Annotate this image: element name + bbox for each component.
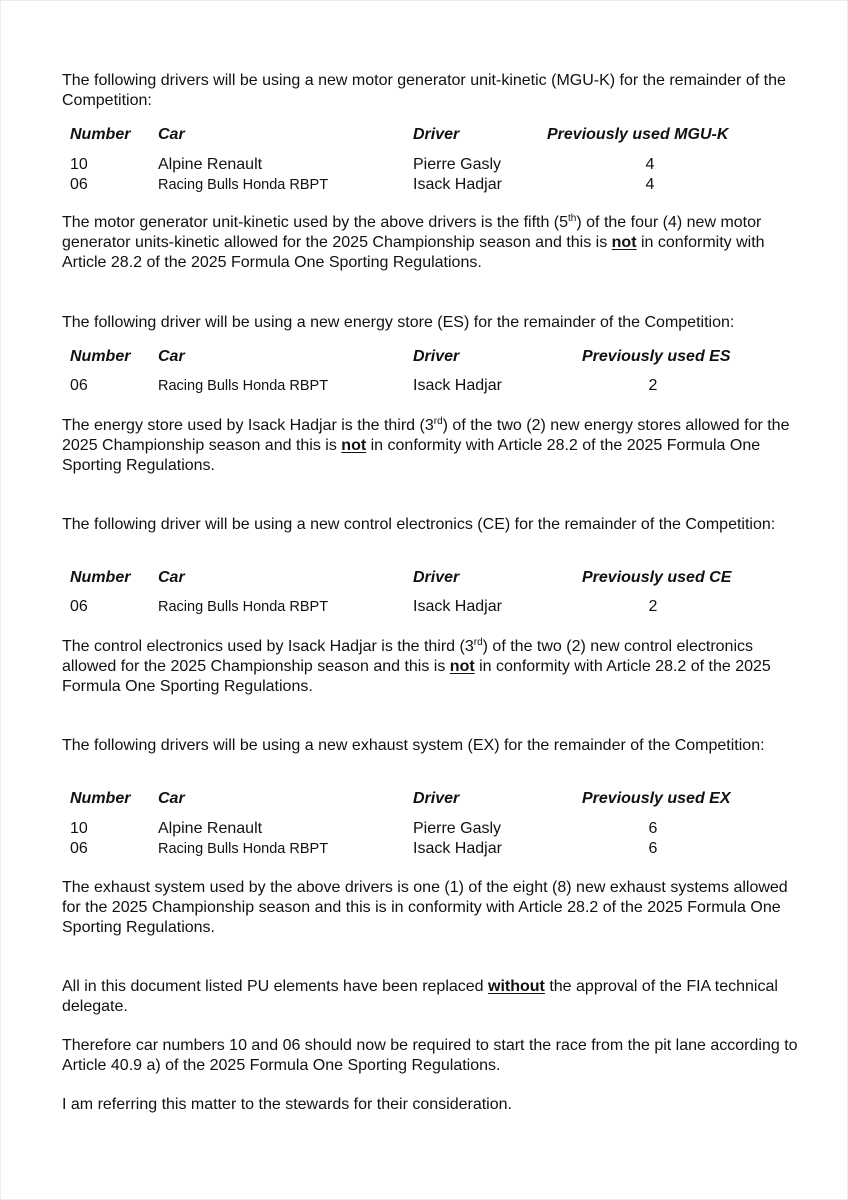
header-previous: Previously used CE xyxy=(582,569,732,586)
ce-intro: The following driver will be using a new control electronics (CE) for the remainder of the Competition: xyxy=(62,516,776,533)
table-row xyxy=(70,175,790,195)
emphasis-without: without xyxy=(488,978,545,995)
header-driver: Driver xyxy=(413,348,460,365)
header-driver: Driver xyxy=(413,790,460,807)
cell-car: Racing Bulls Honda RBPT xyxy=(158,378,329,394)
text-run: The control electronics used by Isack Hadjar is the third (3 xyxy=(62,638,474,655)
table-row xyxy=(70,597,790,617)
cell-previous: 4 xyxy=(645,176,655,193)
header-driver: Driver xyxy=(413,569,460,586)
es-conclusion xyxy=(62,416,802,476)
text-run: ) of the four (4) new motor generator units-kinetic allowed for the 2025 Championship season and this is xyxy=(62,214,762,251)
header-previous: Previously used MGU-K xyxy=(547,126,729,143)
cell-previous: 4 xyxy=(645,156,655,173)
header-car: Car xyxy=(158,569,185,586)
text-run: in conformity with Article 28.2 of the 2025 Formula One Sporting Regulations. xyxy=(62,437,761,474)
text-run: in conformity with Article 28.2 of the 2025 Formula One Sporting Regulations. xyxy=(62,658,771,695)
ce-table xyxy=(70,568,790,617)
cell-car: Alpine Renault xyxy=(158,820,263,837)
header-car: Car xyxy=(158,790,185,807)
table-header-row xyxy=(70,789,790,809)
text-run: All in this document listed PU elements have been replaced xyxy=(62,978,489,995)
text-run: The energy store used by Isack Hadjar is the third (3 xyxy=(62,417,434,434)
ordinal-suffix: th xyxy=(568,213,577,224)
header-previous: Previously used ES xyxy=(582,348,731,365)
ce-conclusion xyxy=(62,637,802,697)
header-number: Number xyxy=(70,348,131,365)
cell-number: 06 xyxy=(70,176,88,193)
emphasis-not: not xyxy=(341,437,367,454)
header-previous: Previously used EX xyxy=(582,790,731,807)
approval-statement xyxy=(62,977,802,1017)
table-header-row xyxy=(70,347,790,367)
table-row xyxy=(70,839,790,859)
cell-driver: Isack Hadjar xyxy=(413,598,502,615)
cell-car: Racing Bulls Honda RBPT xyxy=(158,841,329,857)
es-table xyxy=(70,347,790,396)
emphasis-not: not xyxy=(611,234,637,251)
table-row xyxy=(70,819,790,839)
cell-driver: Isack Hadjar xyxy=(413,176,502,193)
cell-previous: 2 xyxy=(648,598,658,615)
text-run: The motor generator unit-kinetic used by the above drivers is the fifth (5 xyxy=(62,214,569,231)
header-driver: Driver xyxy=(413,126,460,143)
ex-conclusion: The exhaust system used by the above drivers is one (1) of the eight (8) new exhaust systems allowed for the 2025 Championship season and this is in conformity with Article 28.2 of the 2025 Formula One Sporting Regulations. xyxy=(62,879,788,936)
pit-lane-statement: Therefore car numbers 10 and 06 should now be required to start the race from the pit lane according to Article 40.9 a) of the 2025 Formula One Sporting Regulations. xyxy=(62,1037,798,1074)
cell-number: 10 xyxy=(70,820,88,837)
header-number: Number xyxy=(70,126,131,143)
mguk-intro: The following drivers will be using a new motor generator unit-kinetic (MGU-K) for the remainder of the Competition: xyxy=(62,72,786,109)
ordinal-suffix: rd xyxy=(473,637,483,648)
header-number: Number xyxy=(70,790,131,807)
cell-driver: Isack Hadjar xyxy=(413,377,502,394)
cell-driver: Isack Hadjar xyxy=(413,840,502,857)
cell-car: Racing Bulls Honda RBPT xyxy=(158,177,329,193)
header-car: Car xyxy=(158,348,185,365)
es-intro: The following driver will be using a new energy store (ES) for the remainder of the Competition: xyxy=(62,314,735,331)
cell-number: 06 xyxy=(70,840,88,857)
cell-driver: Pierre Gasly xyxy=(413,820,502,837)
table-header-row xyxy=(70,568,790,588)
header-car: Car xyxy=(158,126,185,143)
cell-driver: Pierre Gasly xyxy=(413,156,502,173)
text-run: in conformity with Article 28.2 of the 2025 Formula One Sporting Regulations. xyxy=(62,234,765,271)
ordinal-suffix: rd xyxy=(433,416,443,427)
ex-intro: The following drivers will be using a new exhaust system (EX) for the remainder of the Competition: xyxy=(62,737,765,754)
table-header-row xyxy=(70,125,790,145)
text-run: ) of the two (2) new control electronics allowed for the 2025 Championship season and this is xyxy=(62,638,753,675)
header-number: Number xyxy=(70,569,131,586)
mguk-conclusion xyxy=(62,213,802,273)
cell-car: Racing Bulls Honda RBPT xyxy=(158,599,329,615)
cell-number: 06 xyxy=(70,377,88,394)
cell-number: 10 xyxy=(70,156,88,173)
text-run: ) of the two (2) new energy stores allowed for the 2025 Championship season and this is xyxy=(62,417,790,454)
cell-previous: 6 xyxy=(648,840,658,857)
ex-table xyxy=(70,789,790,859)
emphasis-not: not xyxy=(449,658,475,675)
cell-previous: 6 xyxy=(648,820,658,837)
text-run: the approval of the FIA technical delegate. xyxy=(62,978,778,1015)
cell-number: 06 xyxy=(70,598,88,615)
referral-statement: I am referring this matter to the stewards for their consideration. xyxy=(62,1096,512,1113)
table-row xyxy=(70,376,790,396)
mguk-table xyxy=(70,125,790,195)
cell-car: Alpine Renault xyxy=(158,156,263,173)
cell-previous: 2 xyxy=(648,377,658,394)
table-row xyxy=(70,155,790,175)
